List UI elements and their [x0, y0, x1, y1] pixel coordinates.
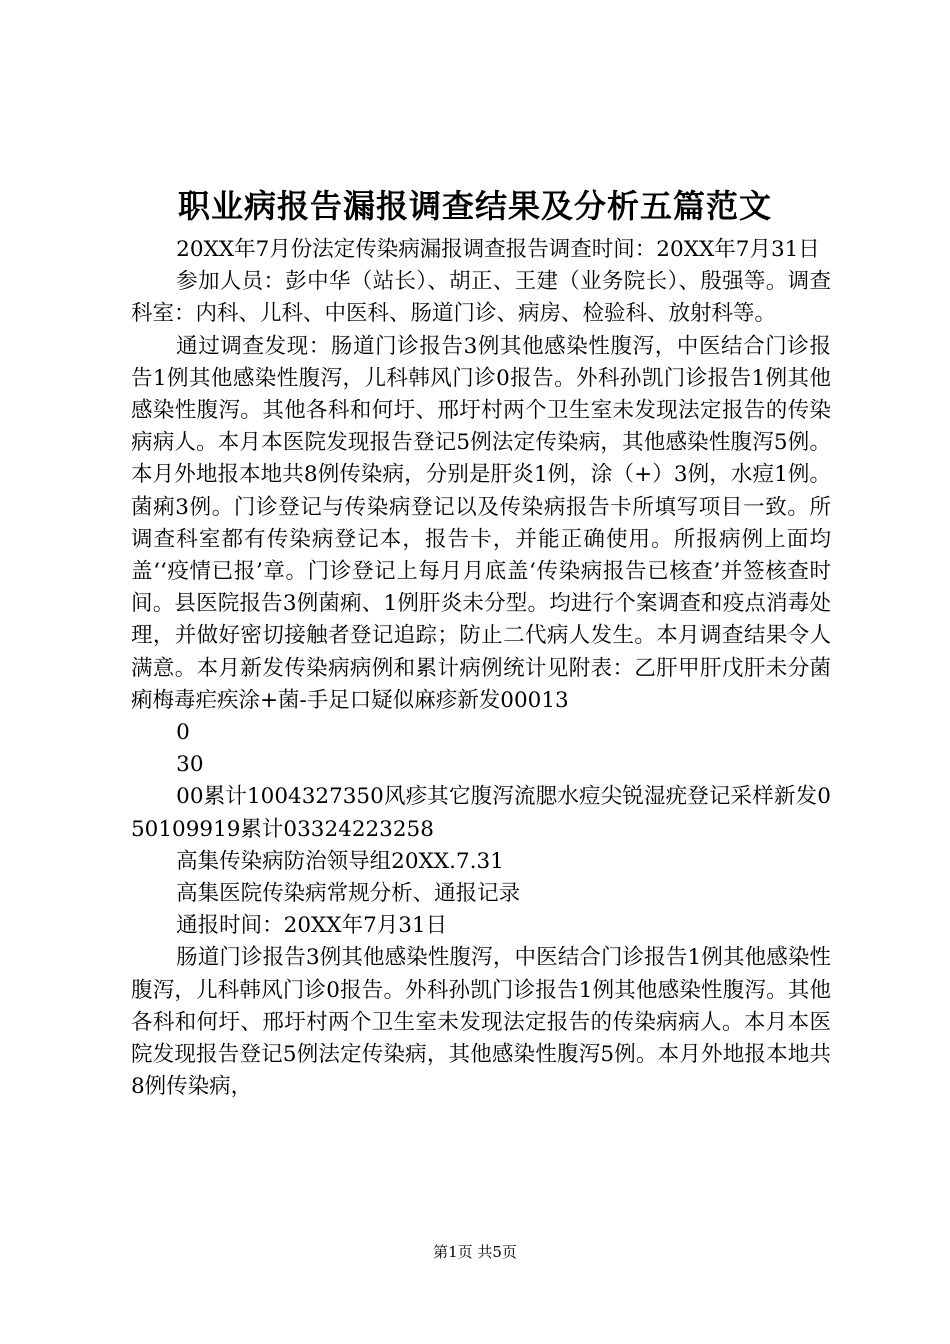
document-body: [131, 234, 831, 1103]
document-title: 职业病报告漏报调查结果及分析五篇范文: [177, 187, 772, 225]
paragraph-findings: 通过调查发现：肠道门诊报告3例其他感染性腹泻，中医结合门诊报告1例其他感染性腹泻，儿科韩风门诊0报告。外科孙凯门诊报告1例其他感染性腹泻。其他各科和何圩、邢圩村两个卫生室未发现法定报告的传染病病人。本月本医院发现报告登记5例法定传染病，其他感染性腹泻5例。本月外地报本地共8例传染病，分别是肝炎1例，涂（+）3例，水痘1例。菌痢3例。门诊登记与传染病登记以及传染病报告卡所填写项目一致。所调查科室都有传染病登记本，报告卡，并能正确使用。所报病例上面均盖‘‘疫情已报’章。门诊登记上每月月底盖‘传染病报告已核查’并签核查时间。县医院报告3例菌痢、1例肝炎未分型。均进行个案调查和疫点消毒处理，并做好密切接触者登记追踪；防止二代病人发生。本月调查结果令人满意。本月新发传染病病例和累计病例统计见附表：乙肝甲肝戊肝未分菌痢梅毒疟疾涂+菌-手足口疑似麻疹新发00013: [131, 333, 831, 713]
paragraph-section-heading: 高集医院传染病常规分析、通报记录: [176, 881, 521, 907]
paragraph-report-time: 通报时间：20XX年7月31日: [176, 913, 448, 939]
paragraph-table-fragment: 30: [176, 752, 204, 778]
paragraph-report-body: 肠道门诊报告3例其他感染性腹泻，中医结合门诊报告1例其他感染性腹泻，儿科韩风门诊0报告。外科孙凯门诊报告1例其他感染性腹泻。其他各科和何圩、邢圩村两个卫生室未发现法定报告的传染病病人。本月本医院发现报告登记5例法定传染病，其他感染性腹泻5例。本月外地报本地共8例传染病，: [131, 945, 831, 1100]
paragraph-cumulative-stats: 00累计1004327350风疹其它腹泻流腮水痘尖锐湿疣登记采样新发050109919累计03324223258: [131, 784, 831, 842]
paragraph-signature: 高集传染病防治领导组20XX.7.31: [176, 848, 504, 874]
page-footer: 第1页 共5页: [433, 1243, 517, 1261]
paragraph-table-fragment: 0: [176, 720, 190, 746]
paragraph-participants: 参加人员：彭中华（站长）、胡正、王建（业务院长）、殷强等。调查科室：内科、儿科、中医科、肠道门诊、病房、检验科、放射科等。: [131, 269, 831, 327]
paragraph-survey-time: 20XX年7月份法定传染病漏报调查报告调查时间：20XX年7月31日: [176, 237, 820, 262]
